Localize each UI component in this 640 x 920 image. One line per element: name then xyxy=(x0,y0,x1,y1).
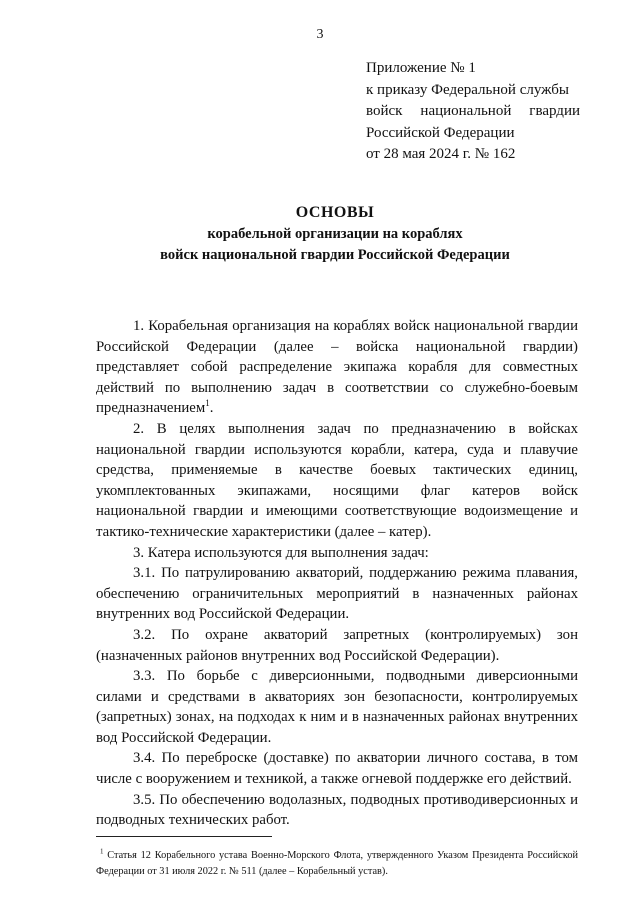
document-title xyxy=(0,202,640,266)
footnote-marker: 1 xyxy=(100,847,104,856)
document-body xyxy=(96,316,578,831)
appendix-line-2: к приказу Федеральной службы xyxy=(366,81,570,98)
appendix-header xyxy=(366,58,580,166)
paragraph-3-4: 3.4. По переброске (доставке) по акватории личного состава, в том числе с вооружением и техникой, а также огневой поддержке его действий. xyxy=(96,750,578,788)
appendix-line-5: от 28 мая 2024 г. № 162 xyxy=(366,146,516,162)
paragraph-text: 1. Корабельная организация на кораблях войск национальной гвардии Российской Федерации (далее – войска национальной гвардии) представляет собой распределение экипажа корабля для совместных действий по выполнению задач в соответствии со служебно-боевым предназначением xyxy=(96,318,578,417)
paragraph-3-5: 3.5. По обеспечению водолазных, подводных противодиверсионных и подводных технических работ. xyxy=(96,791,578,829)
appendix-line-3: войск национальной гвардии xyxy=(366,103,580,119)
footnote-reference: 1 xyxy=(205,398,210,409)
footnote-divider xyxy=(96,836,272,837)
paragraph-3: 3. Катера используются для выполнения задач: xyxy=(133,544,429,561)
paragraph-3-1: 3.1. По патрулированию акваторий, поддержанию режима плавания, обеспечению ограничительных мероприятий в назначенных районах внутренних вод Российской Федерации. xyxy=(96,565,578,623)
paragraph-tail: . xyxy=(209,400,214,417)
title-subtitle-1: корабельной организации на кораблях xyxy=(207,226,463,242)
footnote-text: Статья 12 Корабельного устава Военно-Морского Флота, утвержденного Указом Президента Российской Федерации от 31 июля 2022 г. № 511 (далее – Корабельный устав). xyxy=(96,850,578,877)
footnote xyxy=(96,848,578,880)
appendix-line-1: Приложение № 1 xyxy=(366,60,476,76)
page-number: 3 xyxy=(316,27,324,42)
paragraph-3-2: 3.2. По охране акваторий запретных (контролируемых) зон (назначенных районов внутренних вод Российской Федерации). xyxy=(96,626,578,664)
paragraph-3-3: 3.3. По борьбе с диверсионными, подводными диверсионными силами и средствами в акваториях зон безопасности, контролируемых (запретных) зонах, на подходах к ним и в назначенных районах внутренних вод Российской Федерации. xyxy=(96,668,578,746)
paragraph-2: 2. В целях выполнения задач по предназначению в войсках национальной гвардии используются корабли, катера, суда и плавучие средства, применяемые в качестве боевых тактических единиц, укомплектованных экипажами, носящими флаг катеров войск национальной гвардии и имеющими соответствующие водоизмещение и тактико-технические характеристики (далее – катер). xyxy=(96,420,578,540)
appendix-line-4: Российской Федерации xyxy=(366,124,515,141)
paragraph-1 xyxy=(96,316,578,419)
title-subtitle-2: войск национальной гвардии Российской Федерации xyxy=(160,247,510,263)
title-main: ОСНОВЫ xyxy=(295,204,375,221)
